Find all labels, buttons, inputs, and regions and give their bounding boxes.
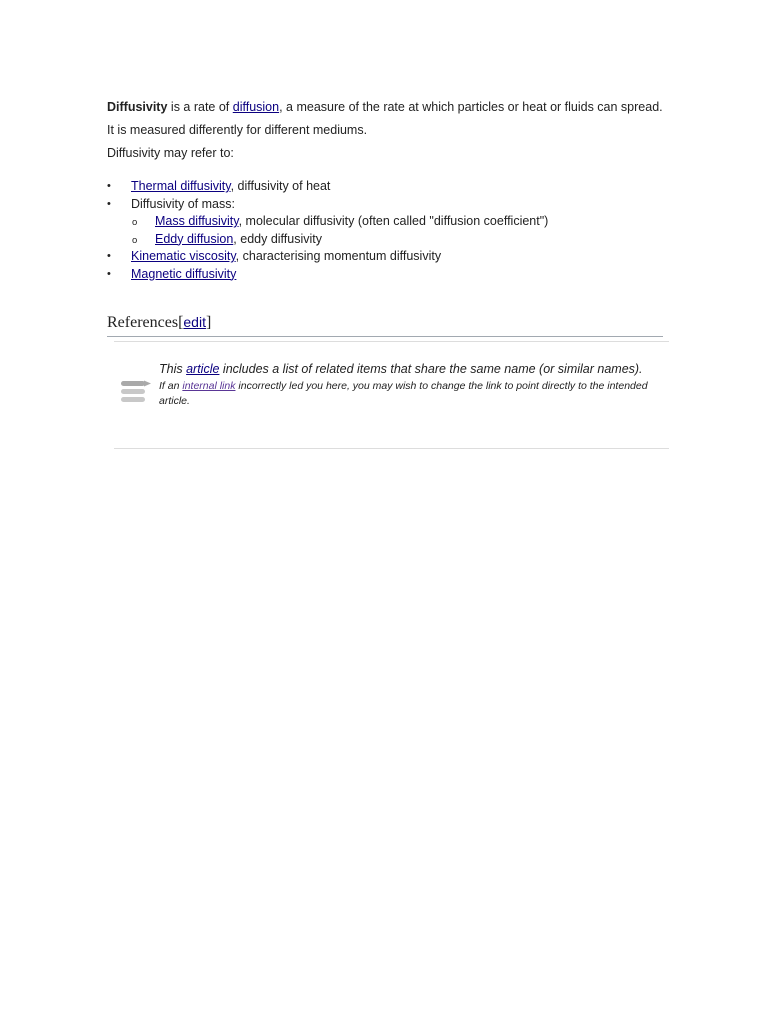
disambig-main-2: includes a list of related items that share the same name (or similar names). <box>219 362 643 376</box>
references-title: References <box>107 314 179 331</box>
mass-sublist <box>131 213 667 248</box>
intro-text-1: is a rate of <box>167 100 233 114</box>
disambiguation-notice <box>159 361 659 408</box>
sub-bullet: o <box>132 217 138 228</box>
list-item-text: Diffusivity of mass: <box>131 196 235 211</box>
sublist-item-eddy <box>131 231 667 249</box>
eddy-diffusion-link[interactable]: Eddy diffusion <box>155 231 234 246</box>
article-link[interactable]: article <box>186 362 220 376</box>
diffusion-link[interactable]: diffusion <box>232 100 280 114</box>
intro-text-2: , a measure of the rate at which particles or heat or fluids can spread. <box>279 100 663 114</box>
bullet: • <box>107 250 111 262</box>
disambig-main-1: This <box>159 362 187 376</box>
disambig-main-text <box>159 361 659 378</box>
bullet: • <box>107 180 111 192</box>
disambig-top-rule <box>114 341 669 342</box>
list-item-kinematic <box>107 248 667 266</box>
internal-link[interactable]: internal link <box>182 380 236 392</box>
bullet: • <box>107 197 111 210</box>
magnetic-diffusivity-link[interactable]: Magnetic diffusivity <box>131 266 237 281</box>
bullet: • <box>107 267 111 280</box>
sub-bullet: o <box>132 234 138 246</box>
disambig-small-1: If an <box>159 380 183 392</box>
disambig-small-text <box>159 379 659 408</box>
disambig-bottom-rule <box>114 448 669 449</box>
intro-paragraph <box>107 99 667 115</box>
measured-paragraph: It is measured differently for different mediums. <box>107 123 368 137</box>
mass-diffusivity-link[interactable]: Mass diffusivity <box>155 214 239 228</box>
article-body <box>107 99 667 283</box>
sublist-item-text: , molecular diffusivity (often called "diffusion coefficient") <box>238 214 549 228</box>
disambiguation-icon <box>118 379 152 407</box>
kinematic-viscosity-link[interactable]: Kinematic viscosity <box>131 249 236 263</box>
thermal-diffusivity-link[interactable]: Thermal diffusivity <box>131 179 231 193</box>
list-item-text: , characterising momentum diffusivity <box>235 249 442 263</box>
list-item-thermal <box>107 178 667 196</box>
edit-bracket-open: [ <box>178 314 184 331</box>
references-heading <box>107 312 663 337</box>
list-item-magnetic <box>107 266 667 284</box>
list-item-text: , diffusivity of heat <box>230 179 331 193</box>
edit-bracket-close: ] <box>205 314 212 331</box>
list-item-mass <box>107 196 667 249</box>
sublist-item-mass-diffusivity <box>131 213 667 231</box>
edit-link[interactable]: edit <box>183 314 206 330</box>
meanings-list <box>107 178 667 283</box>
sublist-item-text: , eddy diffusivity <box>233 231 322 246</box>
refer-paragraph: Diffusivity may refer to: <box>107 146 234 160</box>
intro-term: Diffusivity <box>107 100 168 114</box>
disambig-small-2: incorrectly led you here, you may wish to change the link to point directly to the intended article. <box>159 380 648 407</box>
